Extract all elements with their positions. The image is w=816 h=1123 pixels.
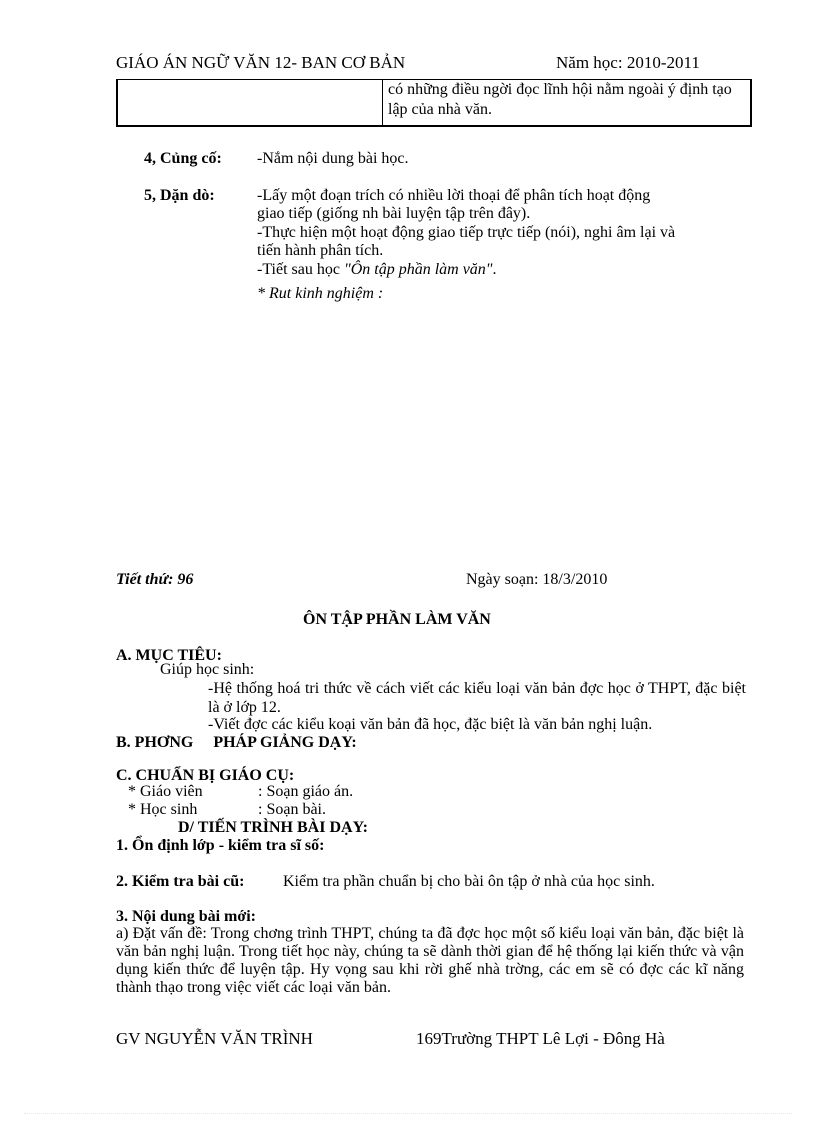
cung-co-label: 4, Củng cố: [144, 150, 222, 167]
footer-page-school [416, 1029, 665, 1049]
student-prep-value: : Soạn bài. [258, 801, 326, 818]
muc-tieu-intro: Giúp học sinh: [160, 661, 255, 678]
cung-co-text: -Nắm nội dung bài học. [257, 150, 409, 167]
table-column-divider [382, 80, 383, 125]
kiem-tra-label: 2. Kiểm tra bài cũ: [116, 873, 245, 890]
chuan-bi-heading: C. CHUẨN BỊ GIÁO CỤ: [116, 767, 295, 784]
page-bottom-rule [24, 1113, 792, 1114]
dan-do-line: -Lấy một đoạn trích có nhiều lời thoại để phân tích hoạt động [257, 187, 651, 204]
lesson-title: ÔN TẬP PHẦN LÀM VĂN [303, 611, 491, 628]
on-dinh-heading: 1. Ổn định lớp - kiểm tra sĩ số: [116, 837, 325, 854]
dan-do-line-next-lesson [257, 261, 497, 279]
teacher-prep-label: * Giáo viên [128, 783, 203, 800]
muc-tieu-point: -Hệ thống hoá tri thức về cách viết các kiểu loại văn bản đợc học ở THPT, đặc biệt là ở lớp 12. [208, 680, 746, 716]
phuong-phap-heading: B. PHƠNG PHÁP GIẢNG DẠY: [116, 734, 357, 751]
muc-tieu-point: -Viết đợc các kiểu koại văn bản đã học, đặc biệt là văn bản nghị luận. [208, 716, 653, 733]
noi-dung-heading: 3. Nội dung bài mới: [116, 908, 256, 925]
teacher-prep-value: : Soạn giáo án. [258, 783, 354, 800]
school-name: Trường THPT Lê Lợi - Đông Hà [441, 1029, 665, 1048]
page-number: 169 [416, 1029, 442, 1048]
table-cell-text: có những điều ngời đọc lĩnh hội nằm ngoài ý định tạo lập của nhà văn. [388, 81, 732, 118]
student-prep-label: * Học sinh [128, 801, 198, 818]
dan-do-line: giao tiếp (giống nh bài luyện tập trên đây). [257, 205, 531, 222]
dan-do-label: 5, Dặn dò: [144, 187, 215, 204]
tien-trinh-heading: D/ TIẾN TRÌNH BÀI DẠY: [178, 819, 368, 836]
continued-table [116, 79, 752, 127]
prep-date: Ngày soạn: 18/3/2010 [466, 571, 608, 588]
kiem-tra-text: Kiểm tra phần chuẩn bị cho bài ôn tập ở nhà của học sinh. [283, 873, 655, 890]
next-lesson-title: "Ôn tập phần làm văn" [343, 261, 493, 278]
noi-dung-paragraph: a) Đặt vấn đề: Trong chơng trình THPT, chúng ta đã đợc học một số kiểu loại văn bản, đặc biệt là văn bản nghị luận. Trong tiết học này, chúng ta sẽ dành thời gian để hệ thống lại kiến thức và vận dụng kiến thức để luyện tập. Hy vọng sau khi rời ghế nhà trờng, các em sẽ có đợc các kĩ năng thành thạo trong việc viết các loại văn bản. [116, 925, 744, 996]
footer-teacher: GV NGUYỄN VĂN TRÌNH [116, 1029, 313, 1048]
next-lesson-suffix: . [492, 261, 497, 278]
school-year: Năm học: 2010-2011 [556, 53, 700, 72]
dan-do-line: tiến hành phân tích. [257, 242, 384, 259]
dan-do-line: -Thực hiện một hoạt động giao tiếp trực tiếp (nói), nghi âm lại và [257, 224, 676, 241]
muc-tieu-heading: A. MỤC TIÊU: [116, 647, 222, 664]
lesson-number: Tiết thứ: 96 [116, 571, 194, 588]
next-lesson-prefix: -Tiết sau học [257, 261, 344, 278]
rut-kinh-nghiem: * Rut kinh nghiệm : [257, 285, 384, 302]
header-title: GIÁO ÁN NGỮ VĂN 12- BAN CƠ BẢN [116, 53, 406, 72]
